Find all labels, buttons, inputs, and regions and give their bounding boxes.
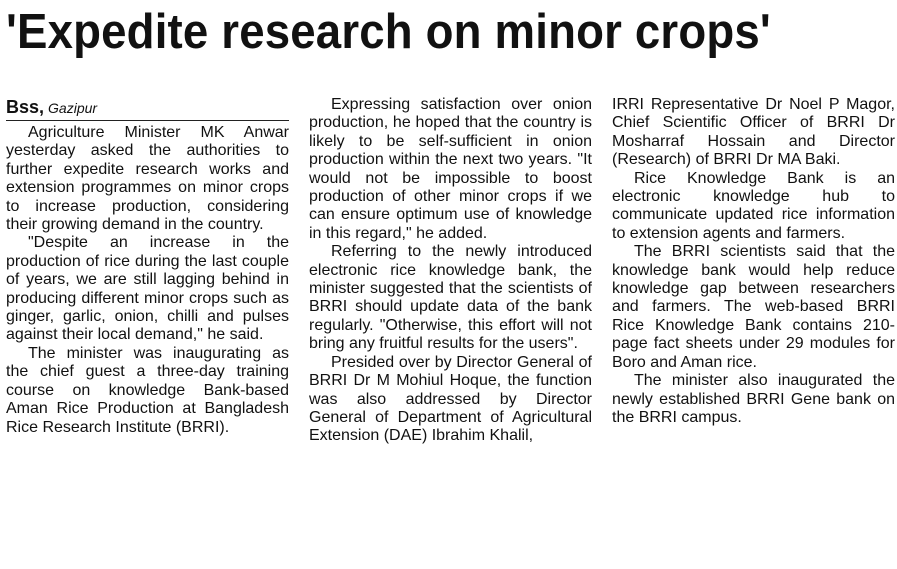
paragraph: Presided over by Director General of BRRI Dr M Mohiul Hoque, the function was also addressed by Director General of Department of Agricultural Extension (DAE) Ibrahim Khalil, — [309, 353, 592, 445]
headline: 'Expedite research on minor crops' — [6, 5, 771, 59]
byline-agency: Bss, — [6, 97, 45, 117]
paragraph: Rice Knowledge Bank is an electronic knowledge hub to communicate updated rice information to extension agents and farmers. — [612, 169, 895, 242]
article-column-2 — [309, 96, 592, 446]
paragraph: Agriculture Minister MK Anwar yesterday asked the authorities to further expedite research works and extension programmes on minor crops to increase production, considering their growing demand in the country. — [6, 124, 289, 234]
article-column-3 — [612, 96, 895, 427]
paragraph: Expressing satisfaction over onion production, he hoped that the country is likely to be self-sufficient in onion production within the next two years. "It would not be impossible to boost production of other minor crops if we can ensure optimum use of knowledge in this regard," he added. — [309, 96, 592, 242]
paragraph-continued: IRRI Representative Dr Noel P Magor, Chief Scientific Officer of BRRI Dr Mosharraf Hossain and Director (Research) of BRRI Dr MA Baki. — [612, 96, 895, 169]
paragraph: Referring to the newly introduced electronic rice knowledge bank, the minister suggested that the scientists of BRRI should update data of the bank regularly. "Otherwise, this effort will not bring any fruitful results for the users". — [309, 243, 592, 353]
article-column-1 — [6, 96, 289, 437]
byline-place: Gazipur — [48, 100, 98, 116]
paragraph: The minister also inaugurated the newly established BRRI Gene bank on the BRRI campus. — [612, 372, 895, 426]
paragraph: The BRRI scientists said that the knowledge bank would help reduce knowledge gap between researchers and farmers. The web-based BRRI Rice Knowledge Bank contains 210-page fact sheets under 29 modules for Boro and Aman rice. — [612, 243, 895, 371]
paragraph: "Despite an increase in the production of rice during the last couple of years, we are still lagging behind in producing different minor crops such as ginger, garlic, onion, chilli and pulses against their local demand," he said. — [6, 234, 289, 344]
byline — [6, 96, 289, 121]
paragraph: The minister was inaugurating as the chief guest a three-day training course on knowledge Bank-based Aman Rice Production at Bangladesh Rice Research Institute (BRRI). — [6, 344, 289, 436]
